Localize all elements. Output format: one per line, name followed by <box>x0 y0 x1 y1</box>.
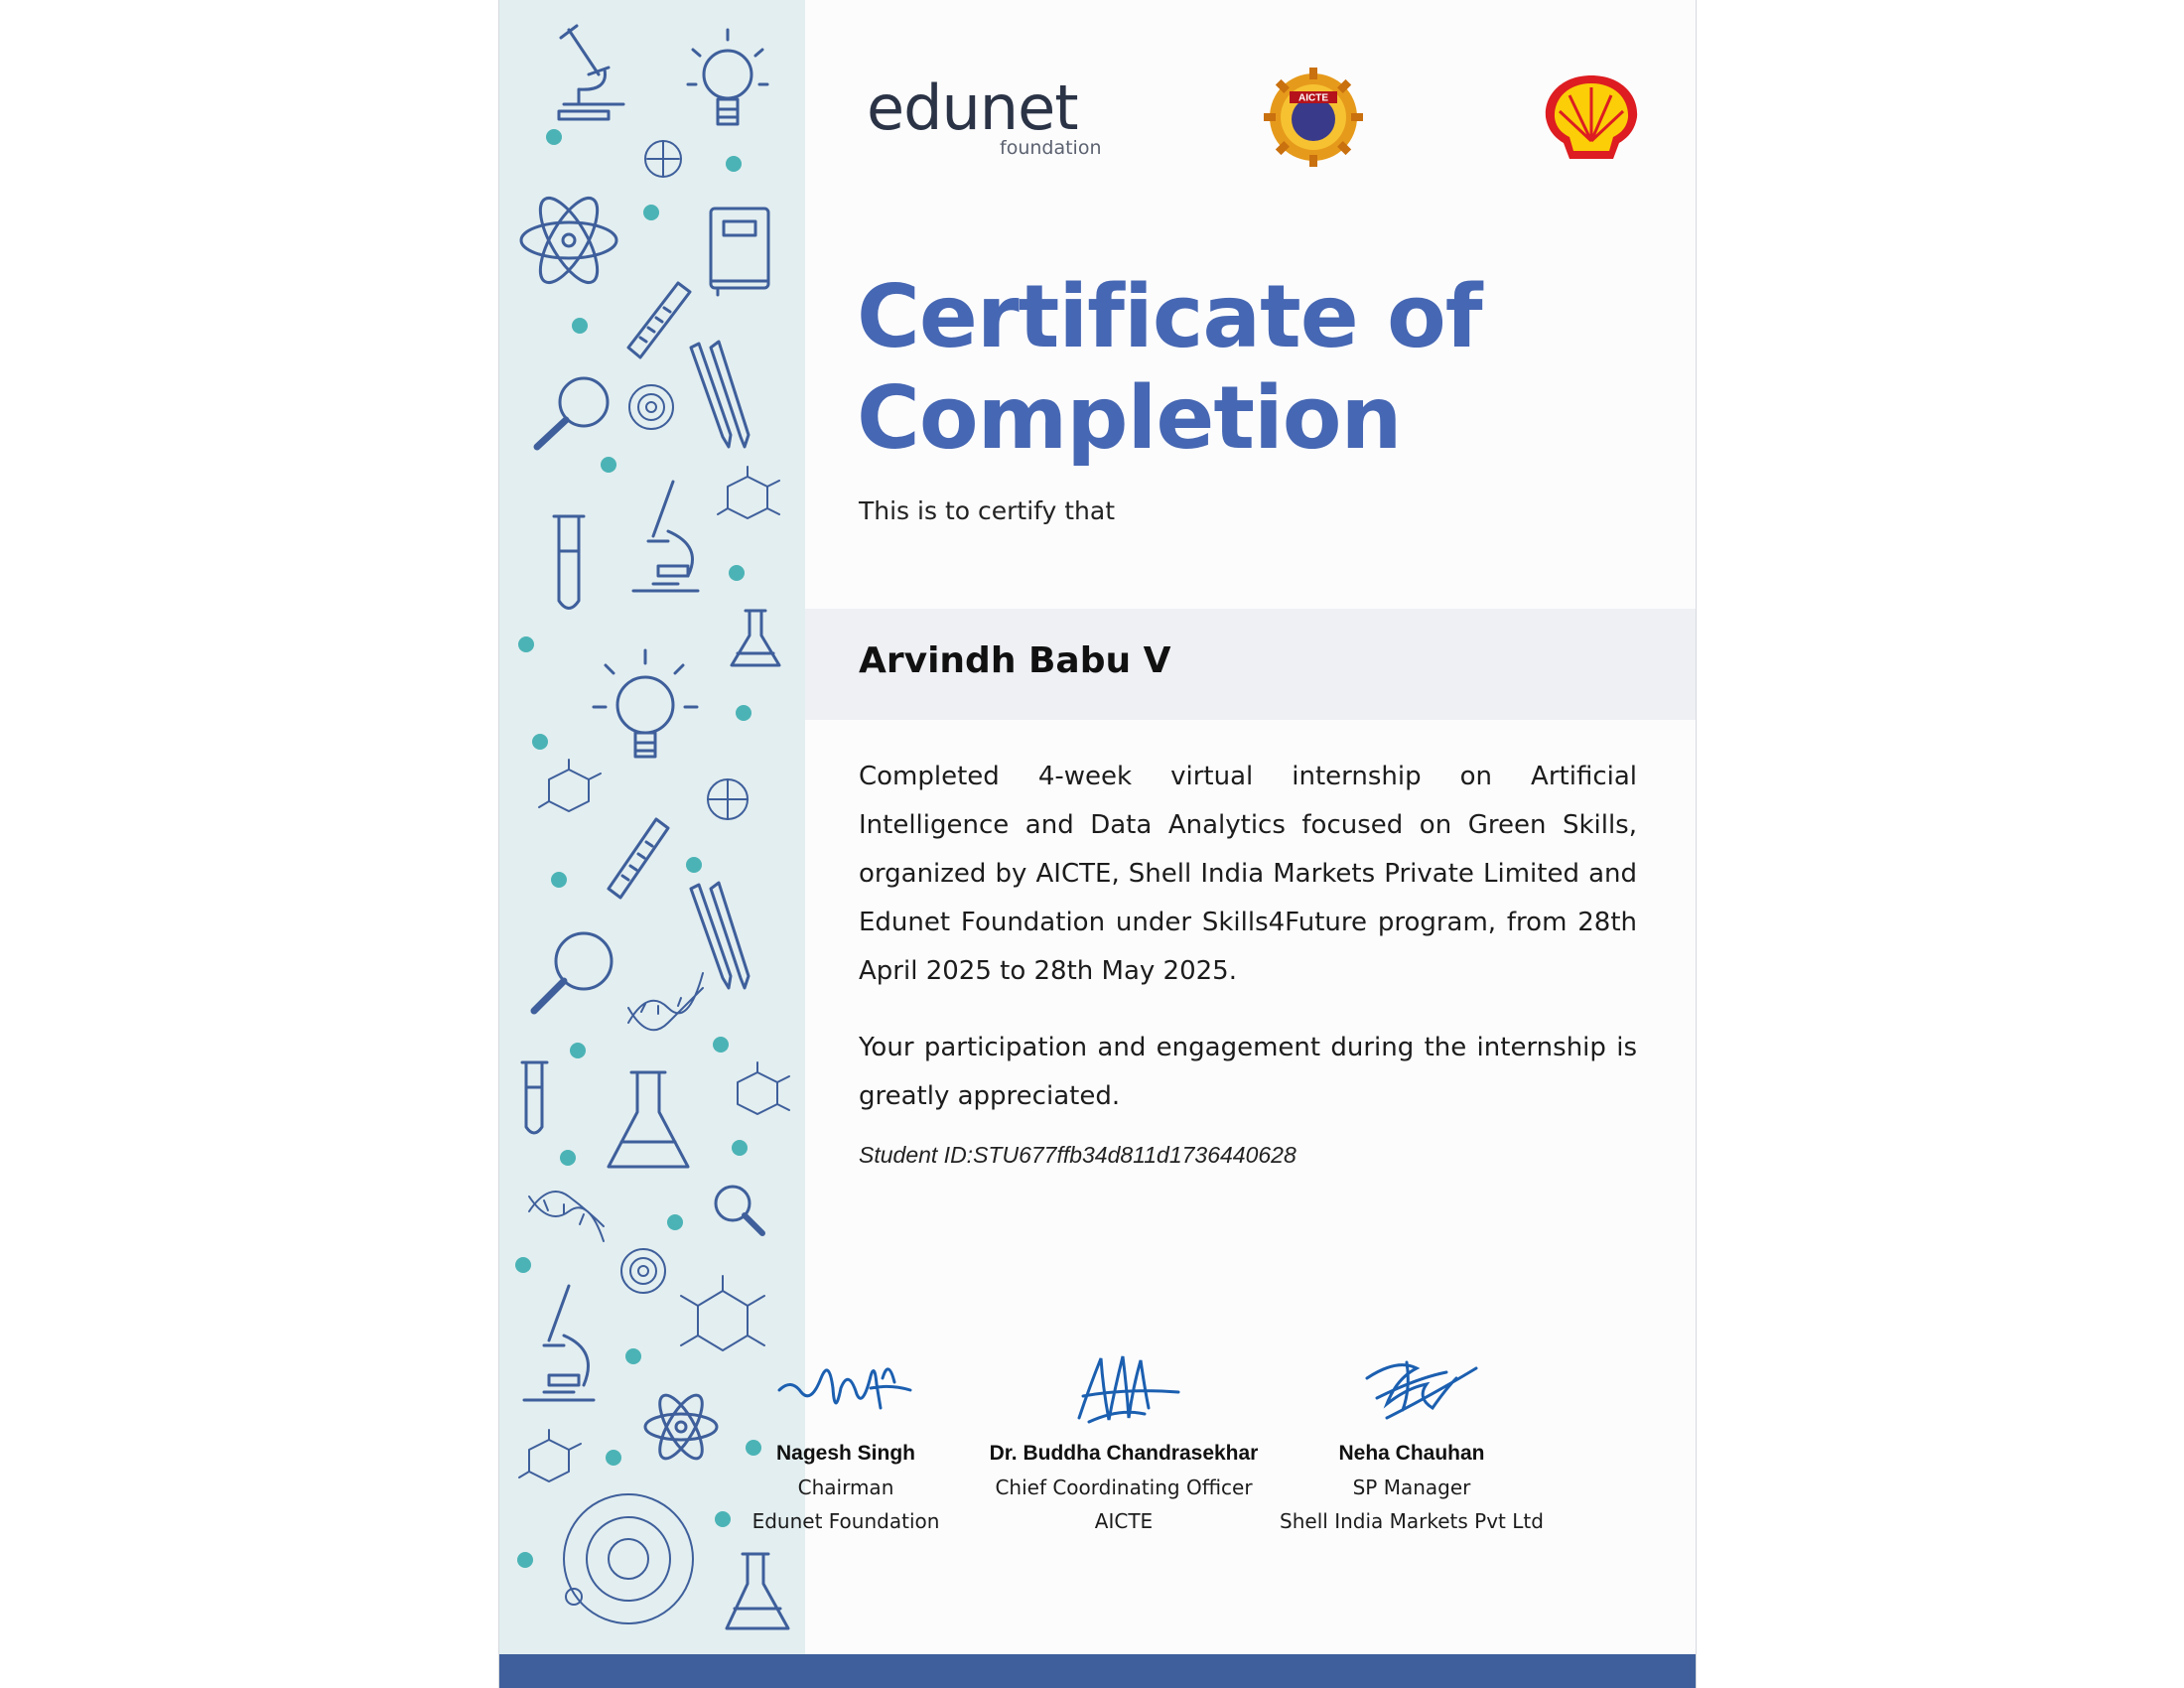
certify-line: This is to certify that <box>859 496 1116 525</box>
signature-nagesh-singh <box>771 1348 920 1428</box>
molecule-icon <box>738 1062 789 1114</box>
certificate-page <box>498 0 1697 1688</box>
target-icon <box>629 385 673 429</box>
appreciation-statement: Your participation and engagement during the internship is greatly appreciated. <box>859 1033 1637 1111</box>
bottom-accent-bar <box>499 1654 1696 1688</box>
flask-icon <box>609 1072 688 1167</box>
target-icon <box>621 1249 665 1293</box>
test-tube-icon <box>522 1062 547 1133</box>
dna-icon <box>529 1192 604 1241</box>
signatory-org: Shell India Markets Pvt Ltd <box>1280 1509 1544 1533</box>
signatory-3 <box>1273 1348 1551 1533</box>
signatory-role: Chairman <box>797 1476 894 1499</box>
test-tube-icon <box>554 516 584 609</box>
molecule-icon <box>539 760 601 811</box>
signatory-2 <box>985 1348 1263 1533</box>
signatory-role: SP Manager <box>1352 1476 1471 1499</box>
brain-icon <box>708 779 748 819</box>
certificate-title: Certificate of Completion <box>857 266 1482 469</box>
magnifier-icon <box>534 933 612 1011</box>
signatory-name: Neha Chauhan <box>1338 1442 1485 1465</box>
signatory-name: Dr. Buddha Chandrasekhar <box>989 1442 1259 1465</box>
magnifier-icon <box>537 378 608 447</box>
orbit-icon <box>564 1494 693 1623</box>
signatory-name: Nagesh Singh <box>775 1442 916 1465</box>
flask-icon <box>727 1554 788 1628</box>
atom-icon <box>521 190 616 290</box>
edunet-wordmark: edunet <box>867 71 1078 144</box>
edunet-subtitle: foundation <box>1000 137 1102 159</box>
flask-icon <box>732 611 779 665</box>
recipient-name: Arvindh Babu V <box>859 640 1171 681</box>
signatory-role: Chief Coordinating Officer <box>995 1476 1253 1499</box>
recipient-band <box>805 609 1696 720</box>
magnifier-icon <box>716 1187 762 1233</box>
ruler-icon <box>628 283 690 357</box>
aicte-logo-label: AICTE <box>1298 92 1328 104</box>
edunet-logo <box>867 71 1102 159</box>
pencil-icon <box>691 342 749 447</box>
signatory-org: AICTE <box>1094 1509 1154 1533</box>
signature-neha-chauhan <box>1337 1348 1486 1428</box>
aicte-logo <box>1264 68 1363 167</box>
ruler-icon <box>609 819 668 898</box>
brain-icon <box>645 141 681 177</box>
molecule-icon <box>681 1276 764 1350</box>
microscope-icon <box>633 482 698 591</box>
microscope-icon <box>559 26 623 119</box>
lightbulb-icon <box>688 30 767 124</box>
lightbulb-icon <box>594 650 697 757</box>
molecule-icon <box>718 467 779 518</box>
molecule-icon <box>519 1430 581 1481</box>
book-icon <box>711 209 768 295</box>
pencil-icon <box>691 883 749 988</box>
signatory-1 <box>707 1348 985 1533</box>
completion-statement: Completed 4-week virtual internship on Artificial Intelligence and Data Analytics focused on Green Skills, organized by AICTE, Shell India Markets Private Limited and Edunet Foundation under Skills4Future program, from 28th April 2025 to 28th May 2025. <box>859 762 1637 986</box>
shell-logo <box>1540 71 1643 163</box>
signature-buddha-chandrasekhar <box>1049 1348 1198 1428</box>
dna-icon <box>628 973 703 1030</box>
student-id: Student ID:STU677ffb34d811d1736440628 <box>859 1142 1297 1168</box>
signatory-org: Edunet Foundation <box>751 1509 940 1533</box>
microscope-icon <box>524 1286 594 1400</box>
